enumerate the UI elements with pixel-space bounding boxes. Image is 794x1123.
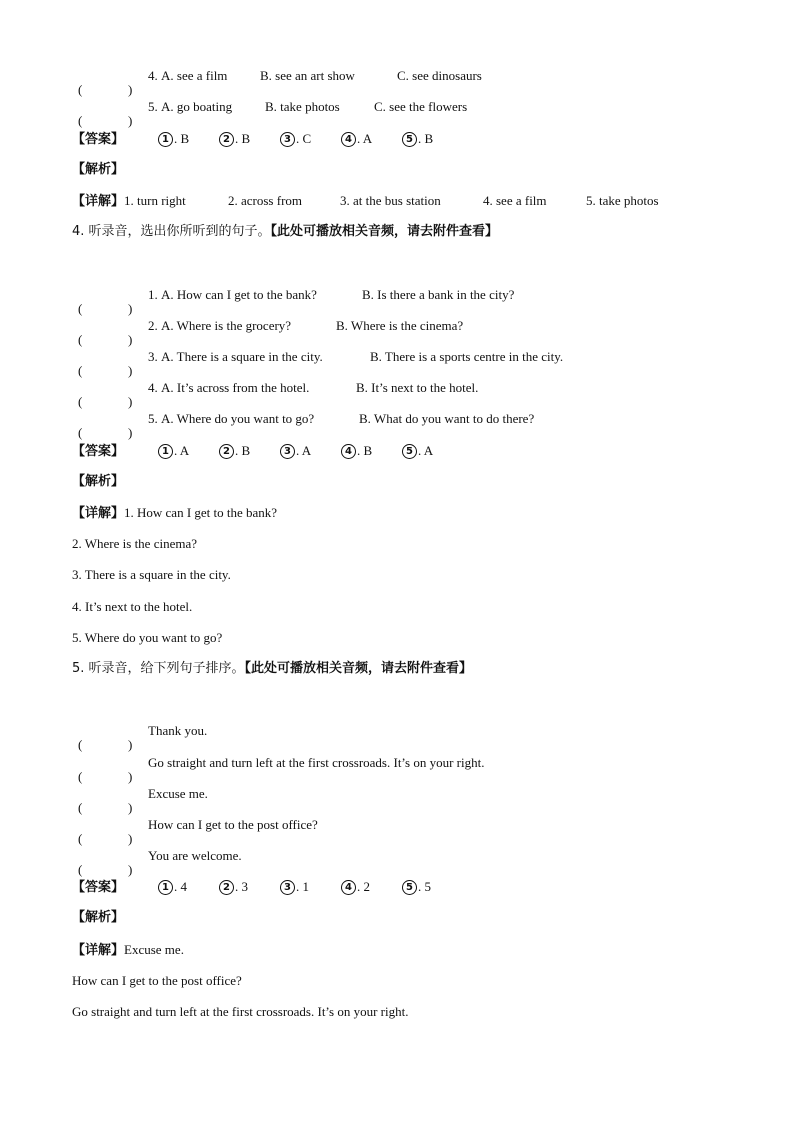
question-title: 5. 听录音，给下列句子排序。【此处可播放相关音频，请去附件查看】 (72, 661, 473, 676)
answer-row (72, 441, 463, 461)
question-item: ( ) How can I get to the post office? (78, 817, 318, 846)
answer-item: 3 . 1 (280, 877, 341, 897)
option-b: B. Is there a bank in the city? (362, 287, 515, 302)
detail-line: 4. It’s next to the hotel. (72, 599, 193, 614)
option-a: A. How can I get to the bank? (161, 287, 317, 302)
question-item: ( ) Thank you. (78, 723, 208, 752)
answer-label: 【答案】 (72, 132, 125, 147)
option-c: C. see the flowers (374, 99, 468, 114)
detail-row: 【详解】1. turn right 2. across from 3. at the bus station 4. see a film 5. take photos (72, 193, 659, 209)
option-a: A. Where do you want to go? (161, 411, 315, 426)
detail-label: 【详解】 (72, 506, 125, 521)
answer-item: 2 . B (219, 441, 280, 461)
item-number: 4. (148, 68, 158, 83)
answer-item: 5 . B (402, 129, 463, 149)
detail-line: Go straight and turn left at the first crossroads. It’s on your right. (72, 1004, 409, 1019)
detail-row: 【详解】Excuse me. (72, 942, 184, 958)
audio-hint: 【此处可播放相关音频，请去附件查看】 (244, 661, 473, 676)
answer-label: 【答案】 (72, 880, 125, 895)
analysis-label: 【解析】 (72, 474, 125, 489)
option-a: A. Where is the grocery? (161, 318, 292, 333)
question-item: ( ) 4. A. see a film B. see an art show C. see dinosaurs (78, 68, 482, 97)
option-b: B. What do you want to do there? (359, 411, 535, 426)
option-b: B. take photos (265, 99, 340, 114)
option-a: A. It’s across from the hotel. (161, 380, 310, 395)
detail-line: 5. Where do you want to go? (72, 630, 223, 645)
answer-item: 4 . A (341, 129, 402, 149)
question-item: ( ) 2. A. Where is the grocery? B. Where is the cinema? (78, 318, 464, 347)
question-title: 4. 听录音，选出你所听到的句子。【此处可播放相关音频，请去附件查看】 (72, 224, 499, 239)
option-a: A. There is a square in the city. (161, 349, 323, 364)
detail-line: 3. There is a square in the city. (72, 567, 231, 582)
option-a: A. see a film (161, 68, 228, 83)
analysis-label: 【解析】 (72, 162, 125, 177)
option-b: B. It’s next to the hotel. (356, 380, 479, 395)
detail-row: 【详解】1. How can I get to the bank? (72, 505, 278, 521)
item-number: 5. (148, 99, 158, 114)
question-item: ( ) 4. A. It’s across from the hotel. B. It’s next to the hotel. (78, 380, 479, 409)
analysis-label: 【解析】 (72, 910, 125, 925)
question-item: ( ) 3. A. There is a square in the city. B. There is a sports centre in the city. (78, 349, 564, 378)
answer-label: 【答案】 (72, 444, 125, 459)
answer-item: 4 . B (341, 441, 402, 461)
option-b: B. Where is the cinema? (336, 318, 464, 333)
answer-item: 2 . 3 (219, 877, 280, 897)
option-b: B. see an art show (260, 68, 355, 83)
answer-item: 2 . B (219, 129, 280, 149)
question-item: ( ) You are welcome. (78, 848, 242, 877)
answer-item: 1 . 4 (158, 877, 219, 897)
detail-line: How can I get to the post office? (72, 973, 242, 988)
answer-row (72, 129, 463, 149)
question-item: ( ) 1. A. How can I get to the bank? B. Is there a bank in the city? (78, 287, 515, 316)
answer-item: 5 . 5 (402, 877, 463, 897)
answer-item: 4 . 2 (341, 877, 402, 897)
detail-line: 2. Where is the cinema? (72, 536, 198, 551)
option-b: B. There is a sports centre in the city. (370, 349, 564, 364)
question-item: ( ) Go straight and turn left at the first crossroads. It’s on your right. (78, 755, 485, 784)
option-a: A. go boating (161, 99, 233, 114)
answer-item: 5 . A (402, 441, 463, 461)
option-c: C. see dinosaurs (397, 68, 482, 83)
question-item: ( ) 5. A. go boating B. take photos C. see the flowers (78, 99, 468, 128)
detail-label: 【详解】 (72, 943, 125, 958)
detail-label: 【详解】 (72, 194, 125, 209)
answer-item: 3 . A (280, 441, 341, 461)
answer-item: 1 . A (158, 441, 219, 461)
audio-hint: 【此处可播放相关音频，请去附件查看】 (270, 224, 499, 239)
answer-item: 3 . C (280, 129, 341, 149)
question-item: ( ) Excuse me. (78, 786, 208, 815)
question-item: ( ) 5. A. Where do you want to go? B. What do you want to do there? (78, 411, 535, 440)
answer-item: 1 . B (158, 129, 219, 149)
answer-row (72, 877, 463, 897)
